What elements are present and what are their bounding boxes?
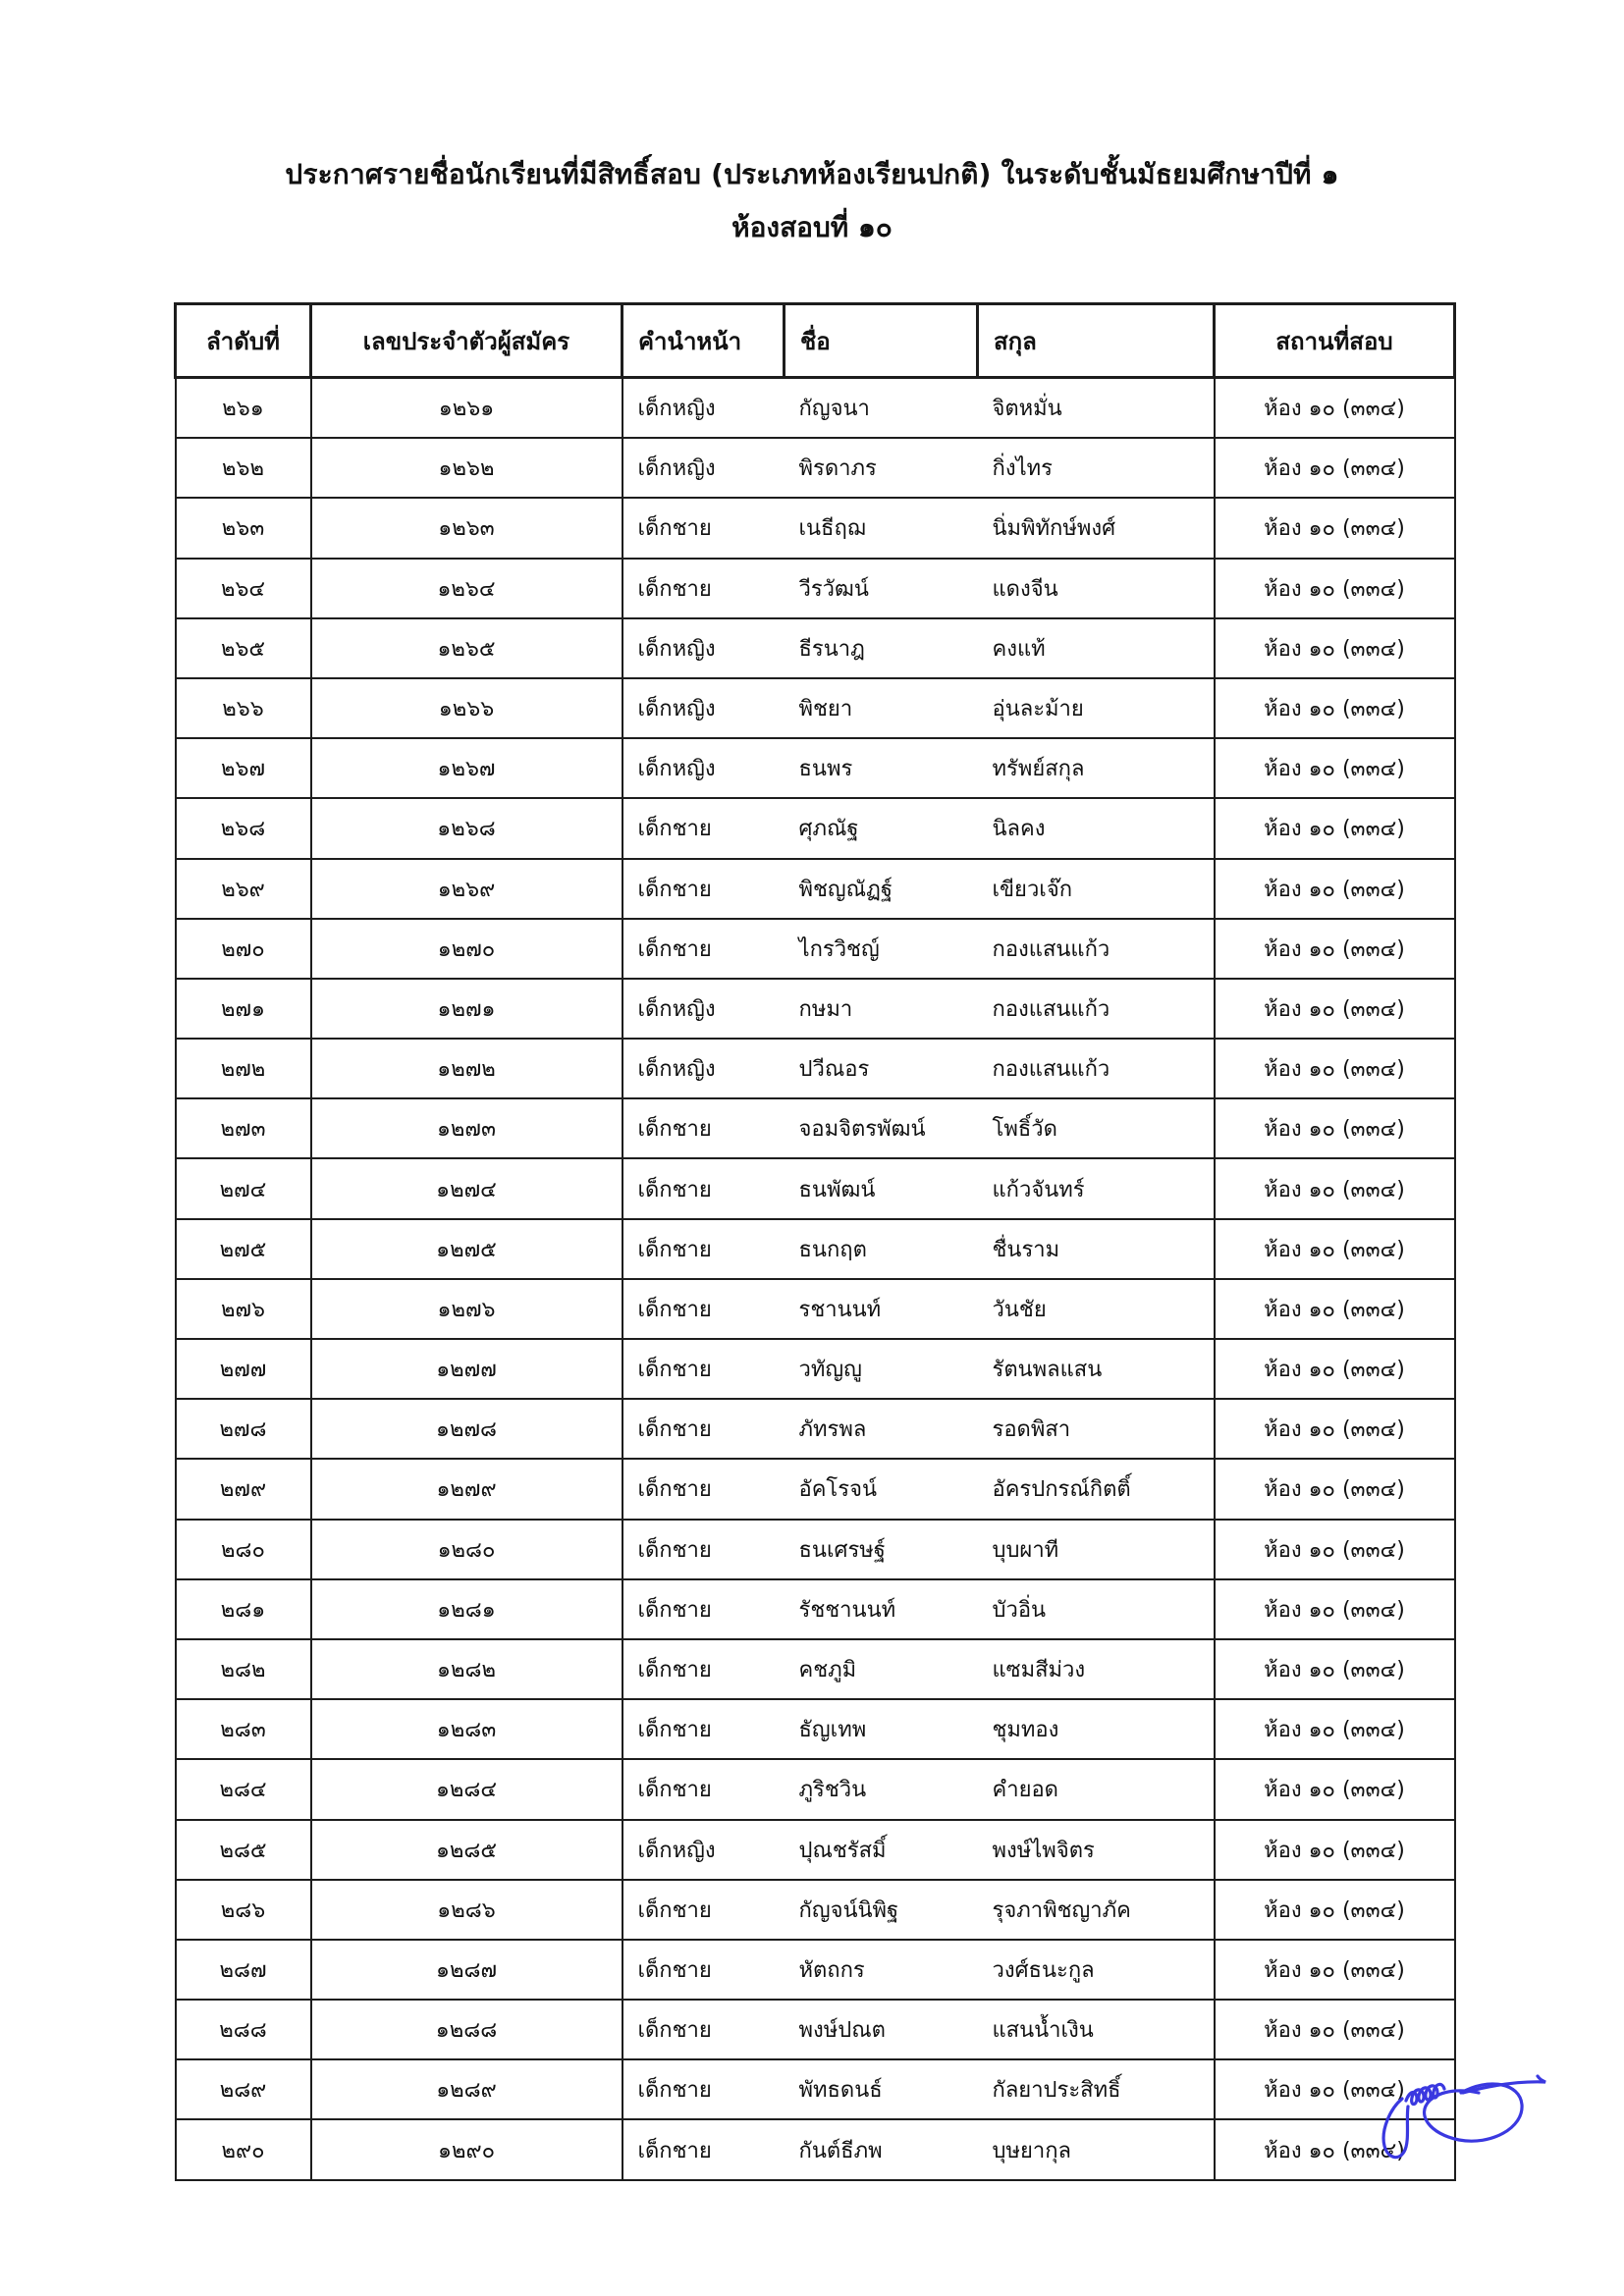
cell-prefix: เด็กหญิง [623, 378, 785, 439]
cell-exam-location: ห้อง ๑๐ (๓๓๔) [1215, 1098, 1455, 1158]
cell-exam-location: ห้อง ๑๐ (๓๓๔) [1215, 678, 1455, 738]
cell-applicant-id: ๑๒๗๒ [311, 1039, 623, 1098]
cell-first-name: กัญจน์นิพิฐ [785, 1880, 978, 1940]
cell-applicant-id: ๑๒๖๗ [311, 738, 623, 798]
cell-order: ๒๘๗ [176, 1940, 311, 2000]
cell-surname: แสนน้ำเงิน [978, 2000, 1215, 2059]
table-body [176, 378, 1455, 2180]
cell-order: ๒๖๔ [176, 559, 311, 618]
cell-prefix: เด็กหญิง [623, 738, 785, 798]
cell-first-name: ธนพัฒน์ [785, 1158, 978, 1218]
cell-first-name: วทัญญู [785, 1339, 978, 1399]
cell-exam-location: ห้อง ๑๐ (๓๓๔) [1215, 2059, 1455, 2119]
cell-first-name: พิชยา [785, 678, 978, 738]
cell-prefix: เด็กชาย [623, 1098, 785, 1158]
table-row [176, 1339, 1455, 1399]
table-row [176, 2000, 1455, 2059]
cell-first-name: ไกรวิชญ์ [785, 919, 978, 979]
cell-first-name: ปวีณอร [785, 1039, 978, 1098]
cell-applicant-id: ๑๒๗๔ [311, 1158, 623, 1218]
cell-applicant-id: ๑๒๘๘ [311, 2000, 623, 2059]
header-applicant-id: เลขประจำตัวผู้สมัคร [311, 304, 623, 378]
cell-applicant-id: ๑๒๗๘ [311, 1399, 623, 1459]
cell-surname: ชุมทอง [978, 1699, 1215, 1759]
table-row [176, 1820, 1455, 1880]
cell-order: ๒๖๒ [176, 438, 311, 498]
cell-exam-location: ห้อง ๑๐ (๓๓๔) [1215, 559, 1455, 618]
table-row [176, 979, 1455, 1039]
cell-first-name: จอมจิตรพัฒน์ [785, 1098, 978, 1158]
cell-applicant-id: ๑๒๘๙ [311, 2059, 623, 2119]
cell-exam-location: ห้อง ๑๐ (๓๓๔) [1215, 1219, 1455, 1279]
cell-exam-location: ห้อง ๑๐ (๓๓๔) [1215, 1520, 1455, 1579]
cell-applicant-id: ๑๒๗๕ [311, 1219, 623, 1279]
cell-first-name: ศุภณัฐ [785, 798, 978, 858]
cell-applicant-id: ๑๒๘๓ [311, 1699, 623, 1759]
cell-applicant-id: ๑๒๗๐ [311, 919, 623, 979]
cell-applicant-id: ๑๒๗๑ [311, 979, 623, 1039]
cell-applicant-id: ๑๒๘๖ [311, 1880, 623, 1940]
table-row [176, 798, 1455, 858]
cell-first-name: ธัญเทพ [785, 1699, 978, 1759]
cell-surname: กิ่งไทร [978, 438, 1215, 498]
student-roster-table [174, 302, 1456, 2181]
cell-first-name: พัทธดนธ์ [785, 2059, 978, 2119]
cell-prefix: เด็กชาย [623, 1880, 785, 1940]
cell-exam-location: ห้อง ๑๐ (๓๓๔) [1215, 1579, 1455, 1639]
page-title: ประกาศรายชื่อนักเรียนที่มีสิทธิ์สอบ (ประเภทห้องเรียนปกติ) ในระดับชั้นมัธยมศึกษาปีที่ ๑ [285, 158, 1339, 190]
cell-applicant-id: ๑๒๗๙ [311, 1459, 623, 1519]
cell-exam-location: ห้อง ๑๐ (๓๓๔) [1215, 1279, 1455, 1339]
cell-first-name: หัตถกร [785, 1940, 978, 2000]
cell-prefix: เด็กชาย [623, 1219, 785, 1279]
cell-prefix: เด็กชาย [623, 859, 785, 919]
cell-order: ๒๖๑ [176, 378, 311, 439]
cell-applicant-id: ๑๒๖๓ [311, 498, 623, 558]
header-exam-location: สถานที่สอบ [1215, 304, 1455, 378]
cell-first-name: พิรดาภร [785, 438, 978, 498]
cell-order: ๒๘๒ [176, 1639, 311, 1699]
cell-exam-location: ห้อง ๑๐ (๓๓๔) [1215, 1039, 1455, 1098]
cell-surname: คงแท้ [978, 618, 1215, 678]
cell-first-name: รัชชานนท์ [785, 1579, 978, 1639]
cell-first-name: คชภูมิ [785, 1639, 978, 1699]
table-row [176, 1158, 1455, 1218]
table-row [176, 738, 1455, 798]
cell-exam-location: ห้อง ๑๐ (๓๓๔) [1215, 1639, 1455, 1699]
cell-surname: นิ่มพิทักษ์พงศ์ [978, 498, 1215, 558]
cell-surname: เขียวเจ๊ก [978, 859, 1215, 919]
cell-order: ๒๗๗ [176, 1339, 311, 1399]
cell-first-name: ธนเศรษฐ์ [785, 1520, 978, 1579]
cell-first-name: วีรวัฒน์ [785, 559, 978, 618]
cell-order: ๒๖๗ [176, 738, 311, 798]
cell-prefix: เด็กชาย [623, 919, 785, 979]
cell-prefix: เด็กชาย [623, 2059, 785, 2119]
table-row [176, 1520, 1455, 1579]
cell-applicant-id: ๑๒๖๖ [311, 678, 623, 738]
cell-surname: จิตหมั่น [978, 378, 1215, 439]
signature-scribble [1367, 2050, 1549, 2165]
cell-order: ๒๘๓ [176, 1699, 311, 1759]
table-row [176, 1399, 1455, 1459]
table-header-row [176, 304, 1455, 378]
cell-prefix: เด็กชาย [623, 1399, 785, 1459]
cell-first-name: ธนพร [785, 738, 978, 798]
cell-order: ๒๙๐ [176, 2119, 311, 2179]
cell-surname: กองแสนแก้ว [978, 1039, 1215, 1098]
cell-first-name: กันต์ธีภพ [785, 2119, 978, 2179]
cell-prefix: เด็กชาย [623, 798, 785, 858]
cell-first-name: เนธีฤฌ [785, 498, 978, 558]
cell-first-name: รชานนท์ [785, 1279, 978, 1339]
cell-surname: อุ่นละม้าย [978, 678, 1215, 738]
cell-first-name: พิชญณัฏฐ์ [785, 859, 978, 919]
cell-order: ๒๘๙ [176, 2059, 311, 2119]
cell-prefix: เด็กชาย [623, 1699, 785, 1759]
cell-prefix: เด็กชาย [623, 1339, 785, 1399]
cell-prefix: เด็กชาย [623, 1520, 785, 1579]
cell-order: ๒๗๖ [176, 1279, 311, 1339]
cell-exam-location: ห้อง ๑๐ (๓๓๔) [1215, 1158, 1455, 1218]
cell-surname: แก้วจันทร์ [978, 1158, 1215, 1218]
cell-prefix: เด็กชาย [623, 1158, 785, 1218]
cell-prefix: เด็กหญิง [623, 1820, 785, 1880]
cell-applicant-id: ๑๒๖๕ [311, 618, 623, 678]
cell-order: ๒๗๘ [176, 1399, 311, 1459]
cell-first-name: ธนกฤต [785, 1219, 978, 1279]
cell-applicant-id: ๑๒๖๙ [311, 859, 623, 919]
table-row [176, 2119, 1455, 2179]
cell-prefix: เด็กหญิง [623, 979, 785, 1039]
signature-stroke-tail [1463, 2076, 1545, 2093]
table-row [176, 1098, 1455, 1158]
table-row [176, 678, 1455, 738]
cell-exam-location: ห้อง ๑๐ (๓๓๔) [1215, 919, 1455, 979]
cell-first-name: ปุณชรัสมิ์ [785, 1820, 978, 1880]
cell-surname: คำยอด [978, 1759, 1215, 1819]
table-row [176, 2059, 1455, 2119]
cell-applicant-id: ๑๒๖๑ [311, 378, 623, 439]
table-row [176, 1759, 1455, 1819]
table-row [176, 859, 1455, 919]
cell-applicant-id: ๑๒๘๕ [311, 1820, 623, 1880]
cell-surname: บุษยากุล [978, 2119, 1215, 2179]
cell-prefix: เด็กชาย [623, 1639, 785, 1699]
cell-surname: บุบผาที [978, 1520, 1215, 1579]
table-row [176, 1219, 1455, 1279]
cell-first-name: พงษ์ปณต [785, 2000, 978, 2059]
cell-first-name: อัคโรจน์ [785, 1459, 978, 1519]
cell-order: ๒๗๔ [176, 1158, 311, 1218]
cell-applicant-id: ๑๒๖๒ [311, 438, 623, 498]
cell-order: ๒๗๐ [176, 919, 311, 979]
cell-surname: วงศ์ธนะกูล [978, 1940, 1215, 2000]
cell-prefix: เด็กหญิง [623, 678, 785, 738]
cell-surname: กองแสนแก้ว [978, 919, 1215, 979]
cell-applicant-id: ๑๒๙๐ [311, 2119, 623, 2179]
table-row [176, 438, 1455, 498]
cell-order: ๒๘๑ [176, 1579, 311, 1639]
cell-prefix: เด็กชาย [623, 559, 785, 618]
cell-prefix: เด็กชาย [623, 1459, 785, 1519]
cell-prefix: เด็กชาย [623, 2119, 785, 2179]
cell-exam-location: ห้อง ๑๐ (๓๓๔) [1215, 1459, 1455, 1519]
cell-order: ๒๗๒ [176, 1039, 311, 1098]
table-row [176, 1039, 1455, 1098]
table-row [176, 919, 1455, 979]
cell-surname: อัครปกรณ์กิตติ์ [978, 1459, 1215, 1519]
table-row [176, 1940, 1455, 2000]
cell-exam-location: ห้อง ๑๐ (๓๓๔) [1215, 618, 1455, 678]
cell-surname: รัตนพลแสน [978, 1339, 1215, 1399]
cell-surname: กัลยาประสิทธิ์ [978, 2059, 1215, 2119]
cell-prefix: เด็กชาย [623, 2000, 785, 2059]
cell-order: ๒๖๘ [176, 798, 311, 858]
cell-prefix: เด็กชาย [623, 1940, 785, 2000]
table-row [176, 1699, 1455, 1759]
cell-exam-location: ห้อง ๑๐ (๓๓๔) [1215, 798, 1455, 858]
header-first-name: ชื่อ [785, 304, 978, 378]
cell-exam-location: ห้อง ๑๐ (๓๓๔) [1215, 859, 1455, 919]
cell-applicant-id: ๑๒๘๐ [311, 1520, 623, 1579]
cell-applicant-id: ๑๒๘๑ [311, 1579, 623, 1639]
cell-exam-location: ห้อง ๑๐ (๓๓๔) [1215, 438, 1455, 498]
cell-exam-location: ห้อง ๑๐ (๓๓๔) [1215, 498, 1455, 558]
cell-prefix: เด็กหญิง [623, 438, 785, 498]
cell-applicant-id: ๑๒๗๗ [311, 1339, 623, 1399]
cell-prefix: เด็กชาย [623, 1579, 785, 1639]
table-row [176, 1880, 1455, 1940]
cell-order: ๒๘๘ [176, 2000, 311, 2059]
cell-surname: กองแสนแก้ว [978, 979, 1215, 1039]
cell-exam-location: ห้อง ๑๐ (๓๓๔) [1215, 2119, 1455, 2179]
table-row [176, 1279, 1455, 1339]
cell-applicant-id: ๑๒๘๒ [311, 1639, 623, 1699]
table-row [176, 378, 1455, 439]
cell-first-name: ภัทรพล [785, 1399, 978, 1459]
cell-applicant-id: ๑๒๘๗ [311, 1940, 623, 2000]
cell-surname: ทรัพย์สกุล [978, 738, 1215, 798]
table-row [176, 559, 1455, 618]
cell-surname: โพธิ์วัด [978, 1098, 1215, 1158]
cell-first-name: กษมา [785, 979, 978, 1039]
header-order: ลำดับที่ [176, 304, 311, 378]
cell-exam-location: ห้อง ๑๐ (๓๓๔) [1215, 2000, 1455, 2059]
cell-exam-location: ห้อง ๑๐ (๓๓๔) [1215, 1880, 1455, 1940]
cell-order: ๒๗๕ [176, 1219, 311, 1279]
cell-surname: ชื่นราม [978, 1219, 1215, 1279]
cell-first-name: ภูริชวิน [785, 1759, 978, 1819]
cell-exam-location: ห้อง ๑๐ (๓๓๔) [1215, 738, 1455, 798]
table-row [176, 618, 1455, 678]
cell-prefix: เด็กชาย [623, 498, 785, 558]
cell-order: ๒๗๑ [176, 979, 311, 1039]
cell-exam-location: ห้อง ๑๐ (๓๓๔) [1215, 1399, 1455, 1459]
cell-surname: พงษ์ไพจิตร [978, 1820, 1215, 1880]
cell-prefix: เด็กชาย [623, 1759, 785, 1819]
cell-order: ๒๗๓ [176, 1098, 311, 1158]
cell-exam-location: ห้อง ๑๐ (๓๓๔) [1215, 979, 1455, 1039]
cell-exam-location: ห้อง ๑๐ (๓๓๔) [1215, 1820, 1455, 1880]
cell-order: ๒๖๕ [176, 618, 311, 678]
cell-order: ๒๘๖ [176, 1880, 311, 1940]
header-prefix: คำนำหน้า [623, 304, 785, 378]
cell-exam-location: ห้อง ๑๐ (๓๓๔) [1215, 378, 1455, 439]
cell-surname: แซมสีม่วง [978, 1639, 1215, 1699]
cell-first-name: กัญจนา [785, 378, 978, 439]
cell-applicant-id: ๑๒๗๓ [311, 1098, 623, 1158]
page-subtitle: ห้องสอบที่ ๑๐ [731, 211, 893, 243]
cell-order: ๒๘๐ [176, 1520, 311, 1579]
cell-order: ๒๖๓ [176, 498, 311, 558]
cell-surname: รอดพิสา [978, 1399, 1215, 1459]
cell-surname: วันชัย [978, 1279, 1215, 1339]
cell-applicant-id: ๑๒๘๔ [311, 1759, 623, 1819]
signature-stroke-descender [1383, 2099, 1408, 2158]
cell-surname: แดงจีน [978, 559, 1215, 618]
cell-applicant-id: ๑๒๖๘ [311, 798, 623, 858]
cell-applicant-id: ๑๒๗๖ [311, 1279, 623, 1339]
cell-exam-location: ห้อง ๑๐ (๓๓๔) [1215, 1759, 1455, 1819]
cell-surname: รุจภาพิชญาภัค [978, 1880, 1215, 1940]
cell-order: ๒๖๖ [176, 678, 311, 738]
cell-exam-location: ห้อง ๑๐ (๓๓๔) [1215, 1940, 1455, 2000]
cell-prefix: เด็กชาย [623, 1279, 785, 1339]
cell-surname: นิลคง [978, 798, 1215, 858]
table-row [176, 498, 1455, 558]
table-row [176, 1579, 1455, 1639]
cell-exam-location: ห้อง ๑๐ (๓๓๔) [1215, 1339, 1455, 1399]
cell-prefix: เด็กหญิง [623, 618, 785, 678]
cell-order: ๒๗๙ [176, 1459, 311, 1519]
cell-exam-location: ห้อง ๑๐ (๓๓๔) [1215, 1699, 1455, 1759]
header-surname: สกุล [978, 304, 1215, 378]
table-row [176, 1639, 1455, 1699]
cell-order: ๒๘๔ [176, 1759, 311, 1819]
cell-order: ๒๖๙ [176, 859, 311, 919]
cell-prefix: เด็กหญิง [623, 1039, 785, 1098]
cell-surname: บัวอิ่น [978, 1579, 1215, 1639]
cell-applicant-id: ๑๒๖๔ [311, 559, 623, 618]
table-row [176, 1459, 1455, 1519]
cell-first-name: ธีรนาฎ [785, 618, 978, 678]
cell-order: ๒๘๕ [176, 1820, 311, 1880]
